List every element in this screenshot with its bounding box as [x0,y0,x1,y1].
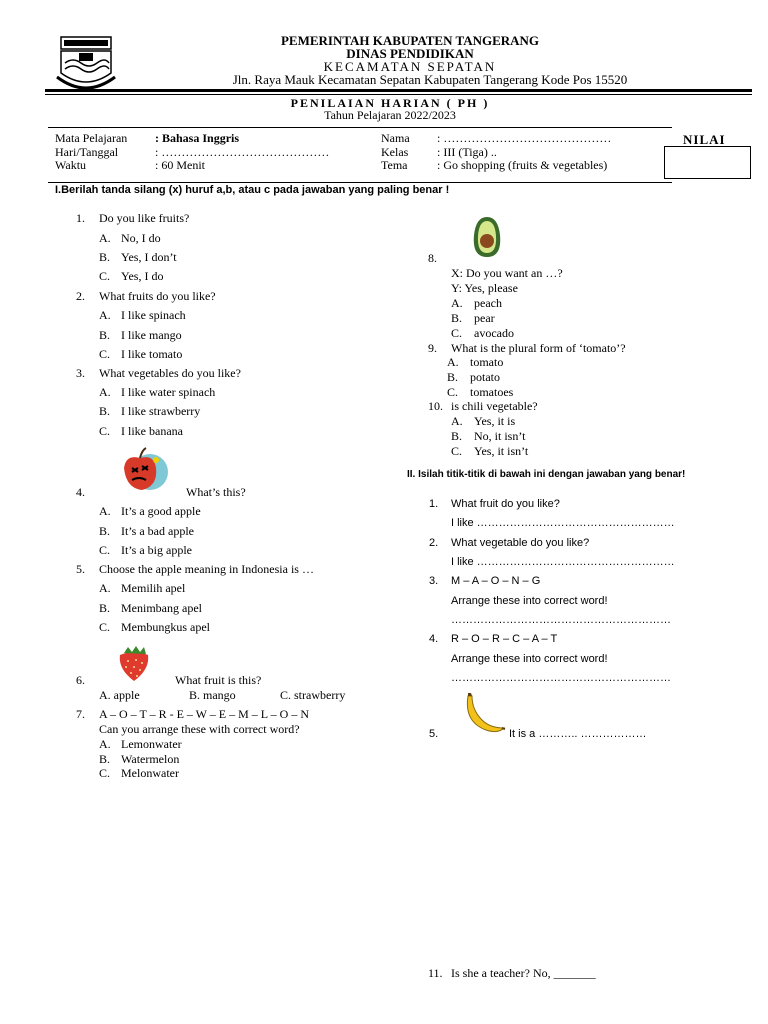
time-value: : 60 Menit [155,158,205,172]
subject-value: : Bahasa Inggris [155,131,240,145]
q8-number: 8. [428,251,437,265]
q7-number: 7. [76,707,85,721]
q7-option-c[interactable]: Melonwater [121,766,179,780]
header-address: Jln. Raya Mauk Kecamatan Sepatan Kabupaten Tangerang Kode Pos 15520 [232,72,628,87]
q4-option-c[interactable]: It’s a big apple [121,543,192,557]
q3-option-c[interactable]: I like banana [121,424,183,438]
s2-q3-number: 3. [429,575,439,587]
q7-option-b[interactable]: Watermelon [121,752,180,766]
q8-dialog-y: Y: Yes, please [451,281,518,295]
q10-letter-b: B. [451,429,463,443]
q4-option-b[interactable]: It’s a bad apple [121,524,194,538]
q2-letter-b: B. [99,328,111,342]
class-label: Kelas [381,145,409,159]
q11-text[interactable]: Is she a teacher? No, _______ [451,966,596,980]
q10-letter-c: C. [451,444,463,458]
q2-option-a[interactable]: I like spinach [121,308,186,322]
info-bottom-rule [48,182,672,183]
q5-option-a[interactable]: Memilih apel [121,581,186,595]
section2-instruction: II. Isilah titik-titik di bawah ini dengan jawaban yang benar! [407,469,686,480]
q7-option-a[interactable]: Lemonwater [121,737,182,751]
s2-q3-letters: M – A – O – N – G [451,575,541,587]
q10-letter-a: A. [451,414,463,428]
s2-q1-number: 1. [429,498,439,510]
name-label: Nama [381,131,410,145]
q4-option-a[interactable]: It’s a good apple [121,504,201,518]
q7-letter-a: A. [99,737,111,751]
q5-letter-b: B. [99,601,111,615]
q3-option-a[interactable]: I like water spinach [121,385,216,399]
q11-number: 11. [428,966,443,980]
theme-value: : Go shopping (fruits & vegetables) [437,158,608,172]
q7-letter-c: C. [99,766,111,780]
q1-text: Do you like fruits? [99,211,190,225]
q3-letter-a: A. [99,385,111,399]
q9-option-a[interactable]: tomato [470,355,504,369]
q9-letter-b: B. [447,370,459,384]
q4-number: 4. [76,485,85,499]
banana-image [460,692,506,736]
q1-option-b[interactable]: Yes, I don’t [121,250,177,264]
q3-letter-b: B. [99,404,111,418]
s2-q4-letters: R – O – R – C – A – T [451,633,558,645]
q6-text: What fruit is this? [175,673,262,687]
s2-q2-number: 2. [429,537,439,549]
name-value[interactable]: : …………………………………… [437,131,612,145]
q8-letter-a: A. [451,296,463,310]
q10-option-a[interactable]: Yes, it is [474,414,516,428]
s2-q4-number: 4. [429,633,439,645]
q2-number: 2. [76,289,85,303]
q9-number: 9. [428,341,437,355]
q6-number: 6. [76,673,85,687]
q8-option-b[interactable]: pear [474,311,495,325]
s2-q2-answer[interactable]: I like ……………………………………………… [451,556,675,568]
q1-option-c[interactable]: Yes, I do [121,269,164,283]
q8-letter-c: C. [451,326,463,340]
q1-letter-a: A. [99,231,111,245]
header-line-1: PEMERINTAH KABUPATEN TANGERANG [280,33,540,48]
q2-letter-c: C. [99,347,111,361]
q6-option-c[interactable]: C. strawberry [280,688,346,702]
q9-option-c[interactable]: tomatoes [470,385,514,399]
q1-letter-c: C. [99,269,111,283]
time-label: Waktu [55,158,87,172]
strawberry-image [114,645,154,683]
q1-letter-b: B. [99,250,111,264]
q5-option-b[interactable]: Menimbang apel [121,601,202,615]
q4-letter-c: C. [99,543,111,557]
q4-text: What’s this? [186,485,246,499]
q3-letter-c: C. [99,424,111,438]
s2-q3-text: Arrange these into correct word! [451,595,608,607]
s2-q5-text[interactable]: It is a ……….. ……………… [509,728,647,740]
theme-label: Tema [381,158,408,172]
header-line-3: KECAMATAN SEPATAN [323,59,497,74]
s2-q1-answer[interactable]: I like ……………………………………………… [451,517,675,529]
header-line-2: DINAS PENDIDIKAN [346,46,474,61]
district-logo [55,33,117,95]
q9-option-b[interactable]: potato [470,370,500,384]
q10-text: is chili vegetable? [451,399,538,413]
q6-option-b[interactable]: B. mango [189,688,236,702]
s2-q5-number: 5. [429,728,439,740]
q5-option-c[interactable]: Membungkus apel [121,620,210,634]
q8-dialog-x: X: Do you want an …? [451,266,563,280]
q6-option-a[interactable]: A. apple [99,688,140,702]
s2-q2-text: What vegetable do you like? [451,537,590,549]
q8-letter-b: B. [451,311,463,325]
q5-letter-a: A. [99,581,111,595]
q3-number: 3. [76,366,85,380]
q1-number: 1. [76,211,85,225]
q3-option-b[interactable]: I like strawberry [121,404,201,418]
q3-text: What vegetables do you like? [99,366,241,380]
s2-q1-text: What fruit do you like? [451,498,560,510]
q1-option-a[interactable]: No, I do [121,231,161,245]
q2-option-b[interactable]: I like mango [121,328,182,342]
date-label: Hari/Tanggal [55,145,119,159]
q2-text: What fruits do you like? [99,289,216,303]
q2-letter-a: A. [99,308,111,322]
q10-option-c[interactable]: Yes, it isn’t [474,444,529,458]
header-rule-thin [45,94,752,95]
header-rule-thick [45,89,752,92]
q7-letters: A – O – T – R - E – W – E – M – L – O – N [99,707,310,721]
q8-option-c[interactable]: avocado [474,326,514,340]
q4-letter-a: A. [99,504,111,518]
q5-number: 5. [76,562,85,576]
section1-instruction: I.Berilah tanda silang (x) huruf a,b, atau c pada jawaban yang paling benar ! [55,184,450,196]
q10-option-b[interactable]: No, it isn’t [474,429,526,443]
exam-title: PENILAIAN HARIAN ( PH ) [290,96,490,110]
q7-text: Can you arrange these with correct word? [99,722,300,736]
q9-text: What is the plural form of ‘tomato’? [451,341,626,355]
q5-letter-c: C. [99,620,111,634]
score-box[interactable] [664,146,751,179]
q8-option-a[interactable]: peach [474,296,502,310]
q7-letter-b: B. [99,752,111,766]
subject-label: Mata Pelajaran [55,131,128,145]
q4-letter-b: B. [99,524,111,538]
s2-q3-answer[interactable]: …………………………………………………… [451,614,671,626]
s2-q4-text: Arrange these into correct word! [451,653,608,665]
class-value: : III (Tiga) .. [437,145,497,159]
q2-option-c[interactable]: I like tomato [121,347,183,361]
date-value[interactable]: : …………………………………… [155,145,330,159]
q9-letter-a: A. [447,355,459,369]
avocado-image [470,215,504,259]
school-year: Tahun Pelajaran 2022/2023 [324,108,456,122]
info-top-rule [48,127,672,128]
bad-apple-image [112,446,170,494]
q5-text: Choose the apple meaning in Indonesia is … [99,562,314,576]
q9-letter-c: C. [447,385,459,399]
s2-q4-answer[interactable]: …………………………………………………… [451,672,671,684]
q10-number: 10. [428,399,443,413]
score-label: NILAI [683,132,726,147]
